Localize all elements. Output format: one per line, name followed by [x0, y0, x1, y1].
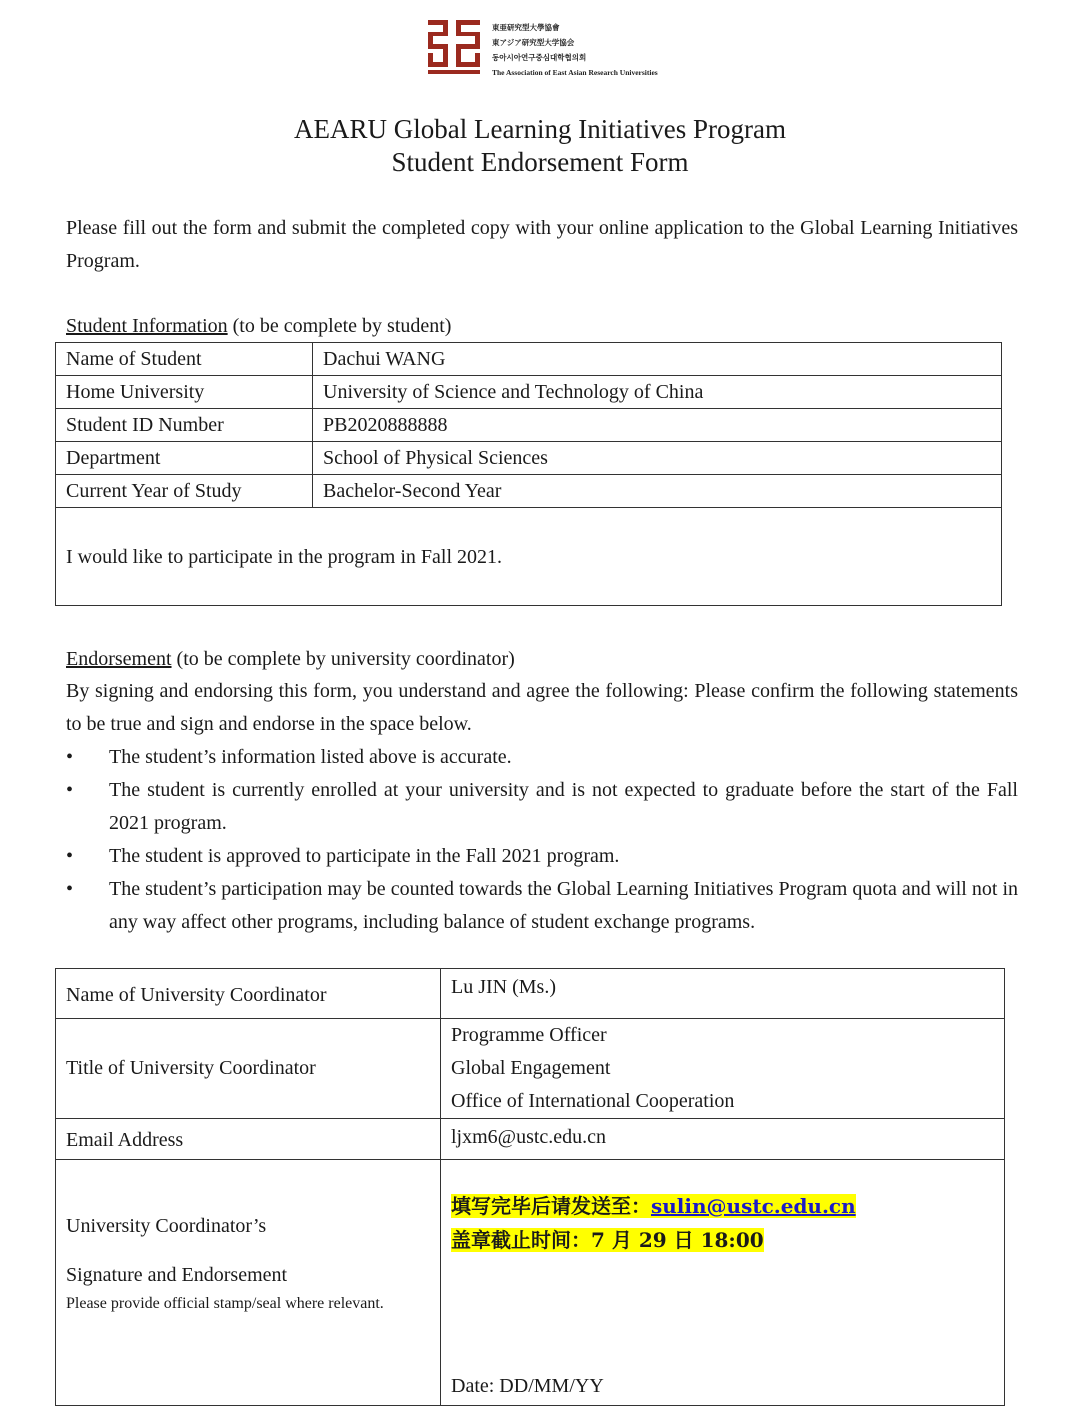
stamp-deadline-text: 盖章截止时间：7 月 29 日 18:00 — [451, 1228, 764, 1252]
title-line: Programme Officer — [451, 1024, 607, 1046]
list-item — [66, 741, 1018, 774]
logo-line-3: 동아시아연구중심대학협의회 — [492, 53, 587, 62]
submit-notice — [451, 1190, 1004, 1224]
email-label: Email Address — [56, 1119, 441, 1160]
endorsement-section-heading — [66, 643, 1018, 676]
table-row — [56, 409, 1002, 442]
bullet-icon: • — [66, 746, 74, 768]
table-row — [56, 376, 1002, 409]
participation-statement[interactable]: I would like to participate in the program in Fall 2021. — [56, 508, 1002, 606]
endorsement-heading-note: (to be complete by university coordinator) — [171, 648, 515, 670]
student-name-value[interactable]: Dachui WANG — [313, 343, 1002, 376]
date-field[interactable]: Date: DD/MM/YY — [451, 1375, 604, 1397]
table-row — [56, 1119, 1005, 1160]
submit-notice-prefix: 填写完毕后请发送至： — [451, 1194, 651, 1218]
title-line: Office of International Cooperation — [451, 1090, 735, 1112]
bullet-text: The student’s information listed above is accurate. — [109, 746, 512, 768]
bullet-text: The student’s participation may be counted towards the Global Learning Initiatives Program quota and will not in any way affect other programs, including balance of student exchange programs. — [109, 878, 1018, 933]
student-id-label: Student ID Number — [56, 409, 313, 442]
title-line-2: Student Endorsement Form — [391, 147, 689, 177]
student-heading-text: Student Information — [66, 315, 228, 337]
email-value[interactable]: ljxm6@ustc.edu.cn — [441, 1119, 1005, 1160]
aearu-emblem-icon — [428, 20, 480, 74]
intro-paragraph: Please fill out the form and submit the completed copy with your online application to the Global Learning Initiatives Program. — [66, 217, 1018, 272]
student-name-label: Name of Student — [56, 343, 313, 376]
form-title — [0, 113, 1080, 179]
endorsement-intro: By signing and endorsing this form, you understand and agree the following: Please confirm the following statements to be true and sign and endorse in the space below. — [66, 680, 1018, 735]
title-line: Global Engagement — [451, 1057, 611, 1079]
signature-label-cell — [56, 1160, 441, 1406]
bullet-icon: • — [66, 878, 74, 900]
student-section-heading — [66, 310, 1018, 343]
signature-area[interactable] — [441, 1160, 1005, 1406]
home-university-label: Home University — [56, 376, 313, 409]
table-row — [56, 969, 1005, 1019]
table-row — [56, 475, 1002, 508]
coordinator-name-label: Name of University Coordinator — [56, 969, 441, 1019]
title-line-1: AEARU Global Learning Initiatives Program — [294, 114, 786, 144]
list-item — [66, 840, 1018, 873]
coordinator-title-label: Title of University Coordinator — [56, 1019, 441, 1119]
logo-line-1: 東亜研究型大學協會 — [492, 23, 560, 32]
list-item — [66, 774, 1018, 840]
bullet-text: The student is approved to participate in the Fall 2021 program. — [109, 845, 620, 867]
department-value[interactable]: School of Physical Sciences — [313, 442, 1002, 475]
table-row — [56, 508, 1002, 606]
signature-note: Please provide official stamp/seal where relevant. — [66, 1295, 384, 1312]
table-row — [56, 1019, 1005, 1119]
table-row — [56, 343, 1002, 376]
logo-line-4: The Association of East Asian Research Universities — [492, 68, 658, 77]
endorsement-heading-text: Endorsement — [66, 648, 172, 670]
student-heading-note: (to be complete by student) — [227, 315, 452, 337]
coordinator-title-value[interactable] — [441, 1019, 1005, 1119]
aearu-logo — [428, 20, 660, 78]
bullet-text: The student is currently enrolled at your university and is not expected to graduate before the start of the Fall 2021 program. — [109, 779, 1018, 834]
department-label: Department — [56, 442, 313, 475]
endorsement-bullet-list — [66, 741, 1018, 939]
student-id-value[interactable]: PB2020888888 — [313, 409, 1002, 442]
submit-email-link[interactable]: sulin@ustc.edu.cn — [651, 1194, 856, 1218]
coordinator-table — [55, 968, 1005, 1406]
logo-line-2: 東アジア研究型大学協会 — [492, 38, 575, 47]
signature-label-line-1: University Coordinator’s — [66, 1215, 267, 1237]
coordinator-name-value[interactable]: Lu JIN (Ms.) — [441, 969, 1005, 1019]
stamp-deadline-notice — [451, 1224, 1004, 1258]
bullet-icon: • — [66, 845, 74, 867]
table-row — [56, 442, 1002, 475]
year-of-study-value[interactable]: Bachelor-Second Year — [313, 475, 1002, 508]
bullet-icon: • — [66, 779, 74, 801]
student-info-table — [55, 342, 1002, 606]
home-university-value[interactable]: University of Science and Technology of China — [313, 376, 1002, 409]
table-row — [56, 1160, 1005, 1406]
year-of-study-label: Current Year of Study — [56, 475, 313, 508]
list-item — [66, 873, 1018, 939]
signature-label-line-2: Signature and Endorsement — [66, 1264, 288, 1286]
